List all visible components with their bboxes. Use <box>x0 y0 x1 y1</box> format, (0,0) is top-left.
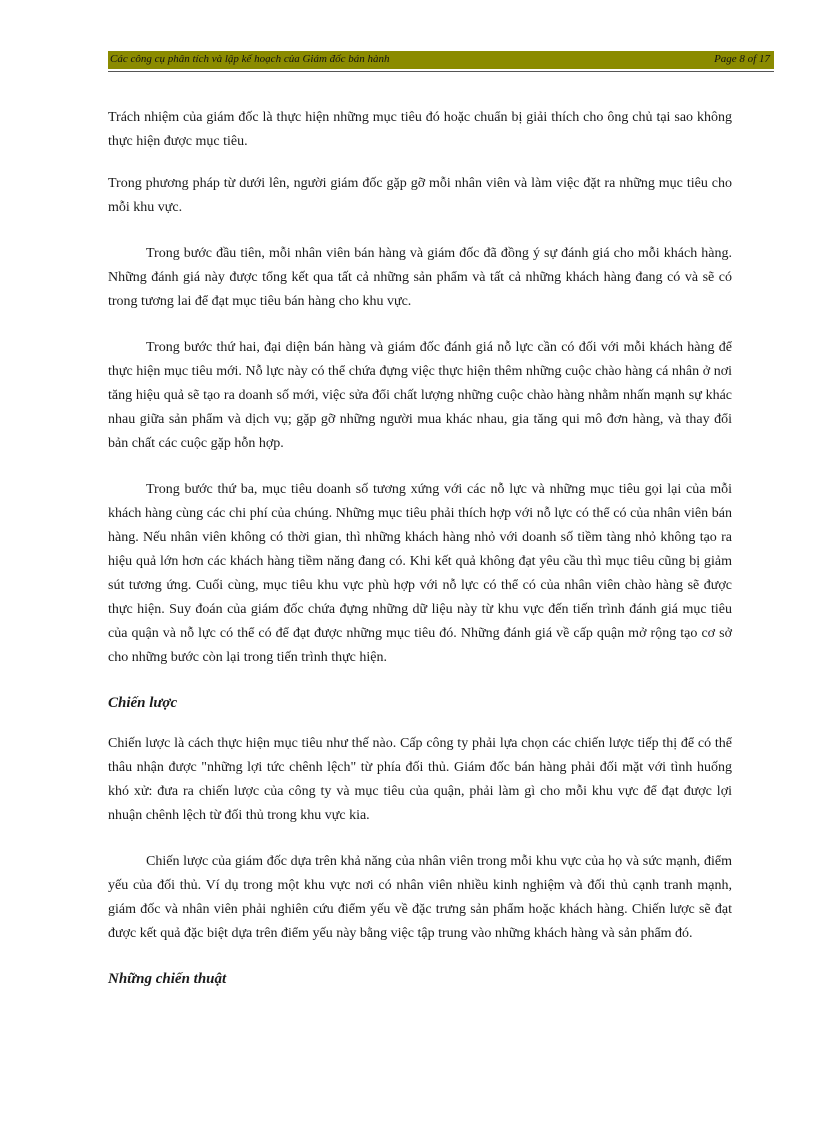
paragraph-step-one: Trong bước đầu tiên, mỗi nhân viên bán hàng và giám đốc đã đồng ý sự đánh giá cho mỗi khách hàng. Những đánh giá này được tổng kết qua tất cả những sản phẩm và tất cả những khách hàng đang có và sẽ có trong tương lai để đạt mục tiêu bán hàng cho khu vực. <box>108 246 732 309</box>
paragraph-manager-strategy: Chiến lược của giám đốc dựa trên khả năng của nhân viên trong mỗi khu vực của họ và sức mạnh, điểm yếu của đối thủ. Ví dụ trong một khu vực nơi có nhân viên nhiều kinh nghiệm và đối thủ cạnh tranh mạnh, giám đốc và nhân viên phải nghiên cứu điểm yếu về đặc trưng sản phẩm hoặc khách hàng. Chiến lược sẽ đạt được kết quả đặc biệt dựa trên điểm yếu này bằng việc tập trung vào những khách hàng và sản phẩm đó. <box>108 854 732 941</box>
paragraph-bottom-up: Trong phương pháp từ dưới lên, người giám đốc gặp gỡ mỗi nhân viên và làm việc đặt ra những mục tiêu cho mỗi khu vực. <box>108 176 732 215</box>
paragraph-strategy: Chiến lược là cách thực hiện mục tiêu như thế nào. Cấp công ty phải lựa chọn các chiến lược tiếp thị để có thể thâu nhận được "những lợi tức chênh lệch" từ phía đối thủ. Giám đốc bán hàng phải đối mặt với tình huống khó xử: đưa ra chiến lược của công ty và mục tiêu của quận, phải làm gì cho mỗi khu vực để đạt được lợi nhuận chênh lệch từ đối thủ trong khu vực kia. <box>108 736 732 823</box>
heading-strategy: Chiến lược <box>108 695 178 711</box>
paragraph-responsibility: Trách nhiệm của giám đốc là thực hiện những mục tiêu đó hoặc chuẩn bị giải thích cho ông chủ tại sao không thực hiện được mục tiêu. <box>108 110 732 149</box>
page-header-bar <box>108 51 774 69</box>
paragraph-step-two: Trong bước thứ hai, đại diện bán hàng và giám đốc đánh giá nỗ lực cần có đối với mỗi khách hàng để thực hiện mục tiêu mới. Nỗ lực này có thể chứa đựng việc thực hiện thêm những cuộc chào hàng cá nhân ở nơi tăng hiệu quả sẽ tạo ra doanh số mới, việc sửa đổi chất lượng những cuộc chào hàng nhằm nhấn mạnh sự khác nhau giữa sản phẩm và dịch vụ; gặp gỡ những người mua khác nhau, gia tăng qui mô đơn hàng, và thay đổi bản chất các cuộc gặp hỗn hợp. <box>108 340 732 451</box>
heading-tactics: Những chiến thuật <box>108 971 227 987</box>
document-title: Các công cụ phân tích và lập kế hoạch của Giám đốc bán hành <box>110 53 390 65</box>
header-divider <box>108 71 774 72</box>
paragraph-step-three: Trong bước thứ ba, mục tiêu doanh số tương xứng với các nỗ lực và những mục tiêu gọi lại của mỗi khách hàng cùng các chi phí của chúng. Những mục tiêu phải thích hợp với nỗ lực có thể có của nhân viên bán hàng. Nếu nhân viên không có thời gian, thì những khách hàng nhỏ với doanh số tiềm tàng nhỏ không tạo ra hiệu quả lớn hơn các khách hàng tiềm năng đang có. Khi kết quả không đạt yêu cầu thì mục tiêu cũng bị giảm sút tương ứng. Cuối cùng, mục tiêu khu vực phù hợp với nỗ lực có thể có của nhân viên chào hàng sẽ được thực hiện. Suy đoán của giám đốc chứa đựng những dữ liệu này từ khu vực đến tiến trình đánh giá mục tiêu của quận và nỗ lực có thể có để đạt được những mục tiêu đó. Những đánh giá về cấp quận mở rộng tạo cơ sở cho những bước còn lại trong tiến trình thực hiện. <box>108 482 732 665</box>
document-body <box>108 106 732 990</box>
page-number: Page 8 of 17 <box>714 53 770 65</box>
